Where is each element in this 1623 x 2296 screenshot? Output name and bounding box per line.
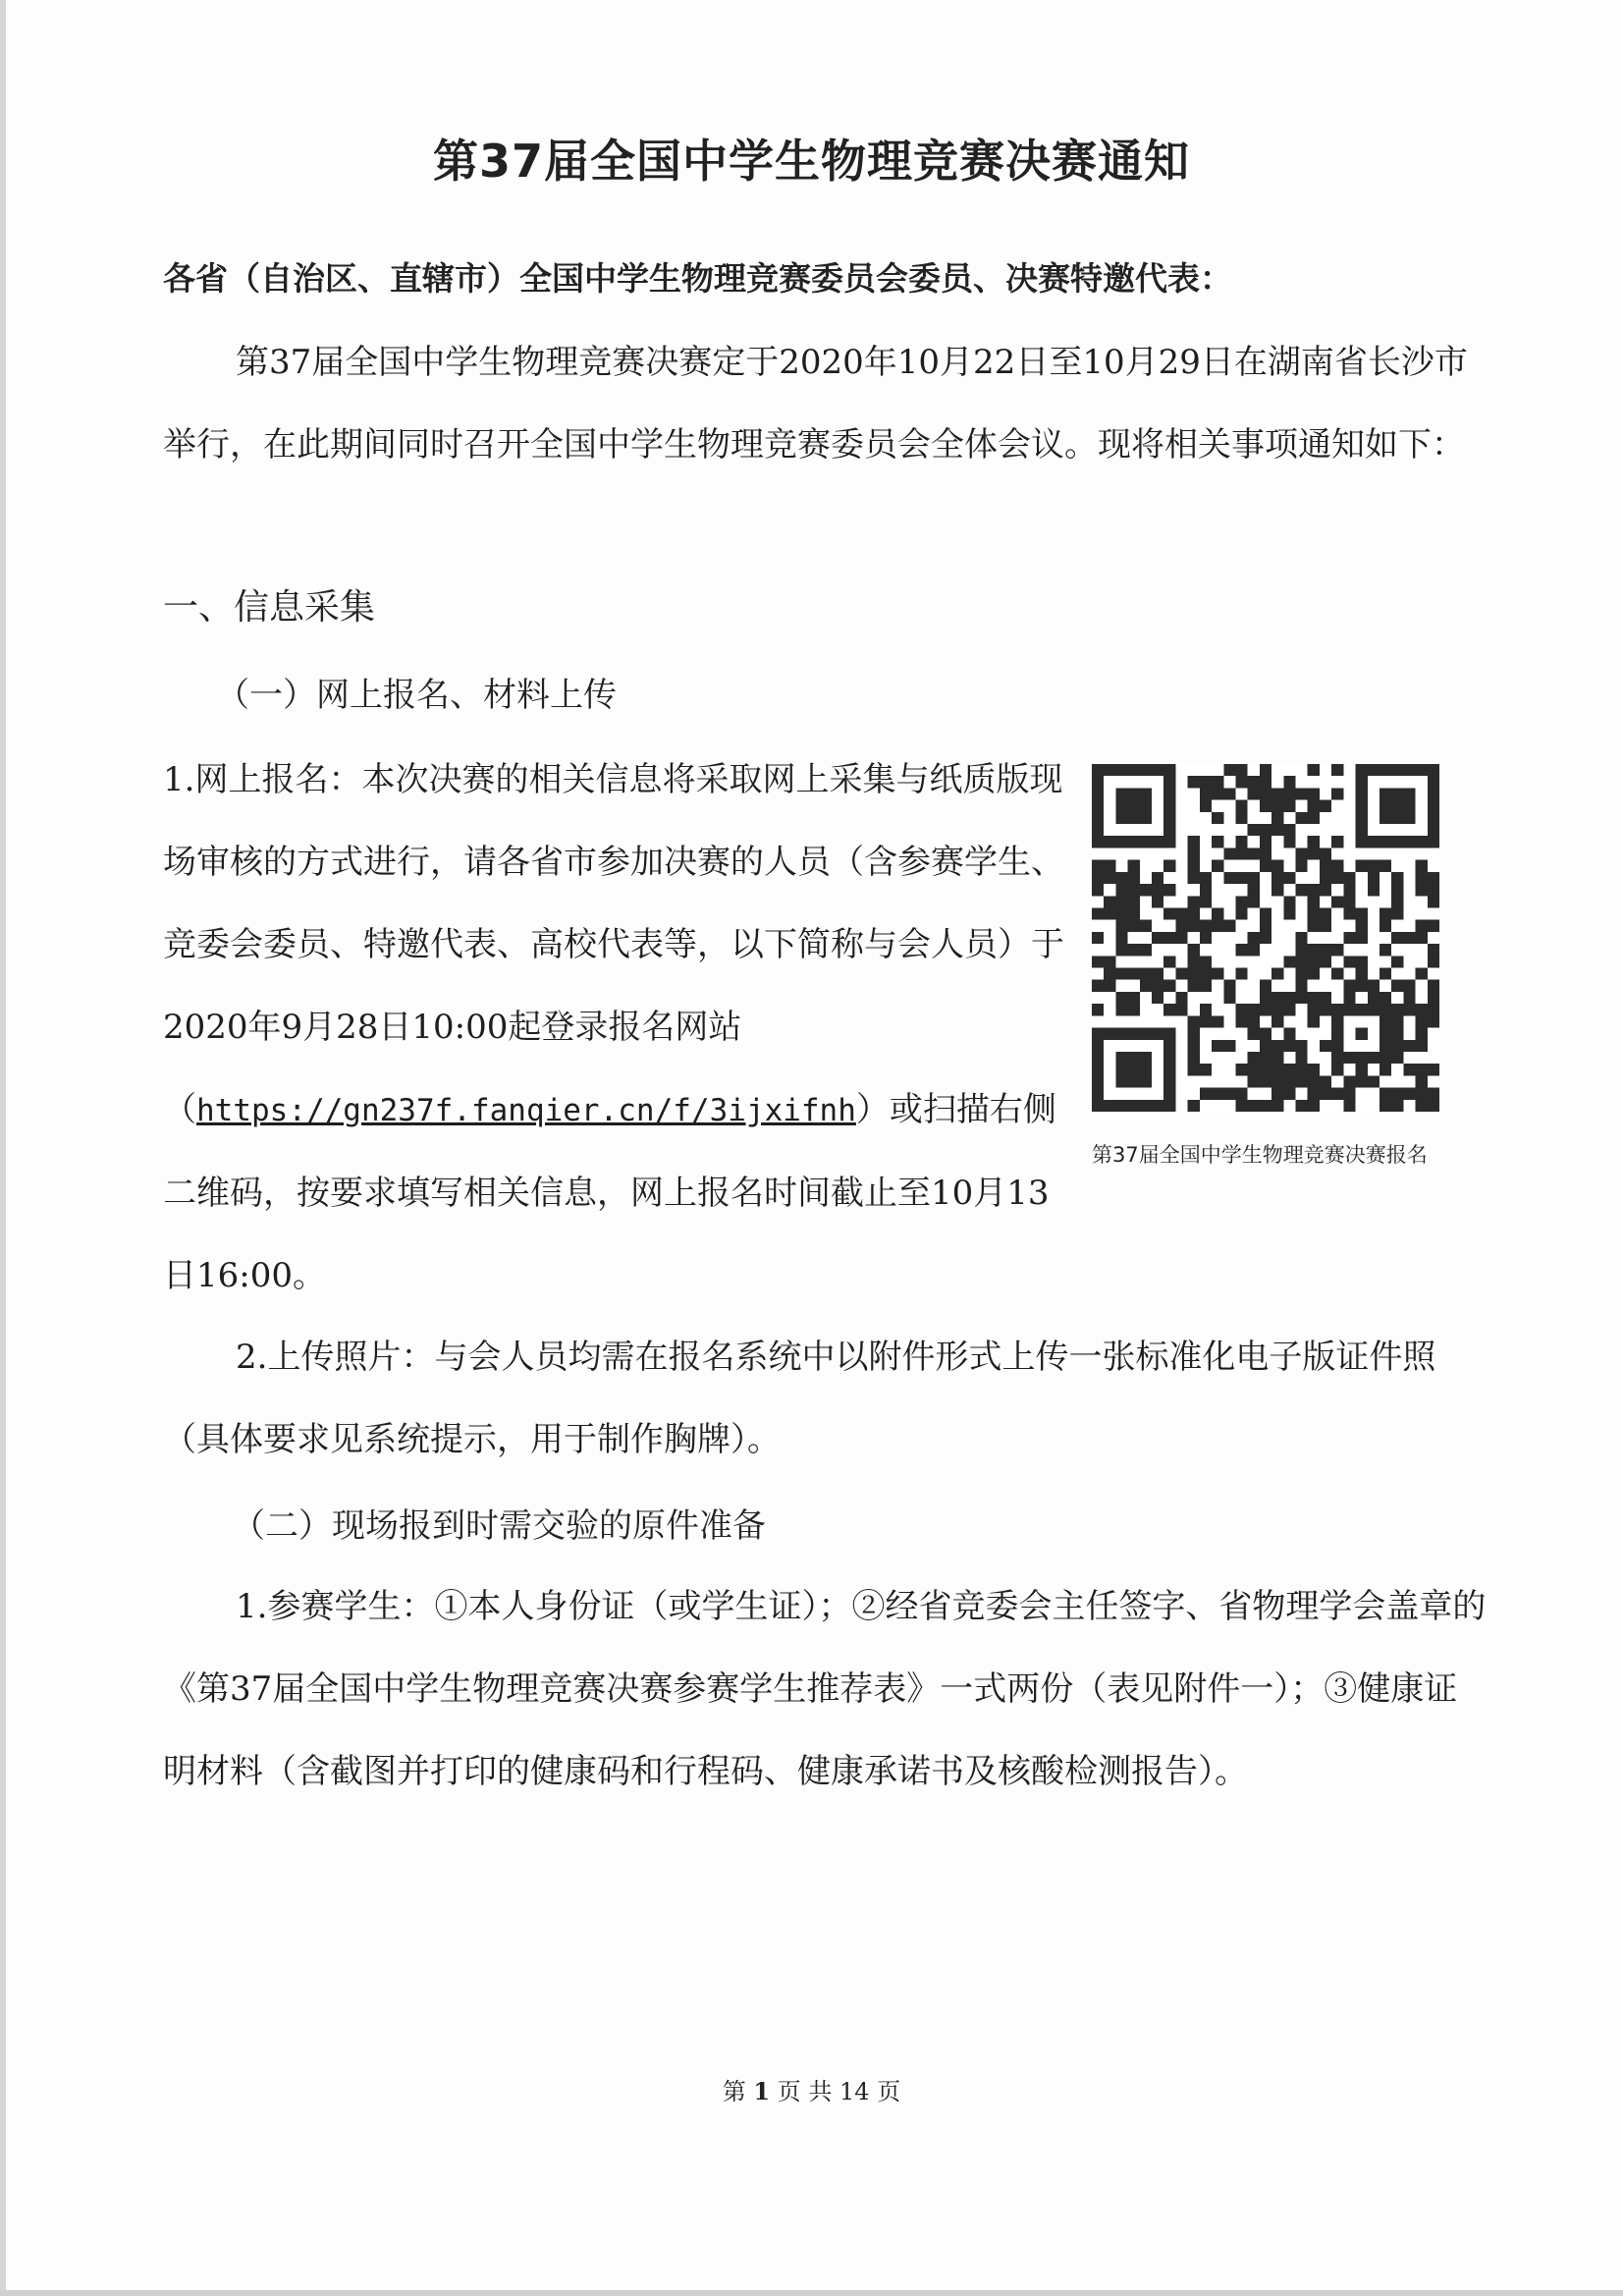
page-footer [0,2072,1623,2106]
scan-left-edge [0,0,6,2296]
document-title: 第37届全国中学生物理竞赛决赛通知 [432,135,1190,188]
footer-total-pages: 14 [839,2078,870,2105]
item-upload-photo [163,1316,1488,1481]
qr-caption: 第37届全国中学生物理竞赛决赛报名 [1092,1143,1428,1167]
item2-text: 2.上传照片：与会人员均需在报名系统中以附件形式上传一张标准化电子版证件照（具体要求见系统提示，用于制作胸牌）。 [163,1338,1436,1459]
subsection-heading-online-registration: （一）网上报名、材料上传 [216,676,617,715]
item3-text: 1.参赛学生：①本人身份证（或学生证）；②经省竞委会主任签字、省物理学会盖章的《第37届全国中学生物理竞赛决赛参赛学生推荐表》一式两份（表见附件一）；③健康证明材料（含截图并打印的健康码和行程码、健康承诺书及核酸检测报告）。 [163,1587,1487,1791]
footer-prefix: 第 [722,2078,746,2105]
item-online-registration [163,738,1076,1317]
salutation: 各省（自治区、直辖市）全国中学生物理竞赛委员会委员、决赛特邀代表： [163,259,1232,298]
section-heading-info-collection: 一、信息采集 [163,587,376,628]
item1-text-part1: 1.网上报名：本次决赛的相关信息将采取网上采集与纸质版现场审核的方式进行，请各省市参加决赛的人员（含参赛学生、竞委会委员、特邀代表、高校代表等，以下简称与会人员）于2020年9月28日10:00起登录报名网站（ [163,760,1064,1129]
scan-bottom-edge [0,2290,1623,2296]
registration-url-link[interactable]: https://gn237f.fanqier.cn/f/3ijxifnh [196,1093,856,1128]
footer-middle: 页 共 [777,2078,833,2105]
registration-qr-code[interactable] [1092,764,1445,1112]
item-student-documents [163,1565,1488,1813]
item1-text-part2: ）或扫描右侧二维码，按要求填写相关信息，网上报名时间截止至10月13日16:00。 [163,1090,1056,1295]
subsection-heading-original-documents: （二）现场报到时需交验的原件准备 [232,1506,766,1546]
footer-current-page: 1 [753,2077,771,2105]
intro-paragraph [163,321,1488,486]
qr-code-icon [1092,764,1439,1112]
footer-suffix: 页 [877,2078,901,2105]
intro-text: 第37届全国中学生物理竞赛决赛定于2020年10月22日至10月29日在湖南省长沙市举行，在此期间同时召开全国中学生物理竞赛委员会全体会议。现将相关事项通知如下： [163,343,1468,465]
